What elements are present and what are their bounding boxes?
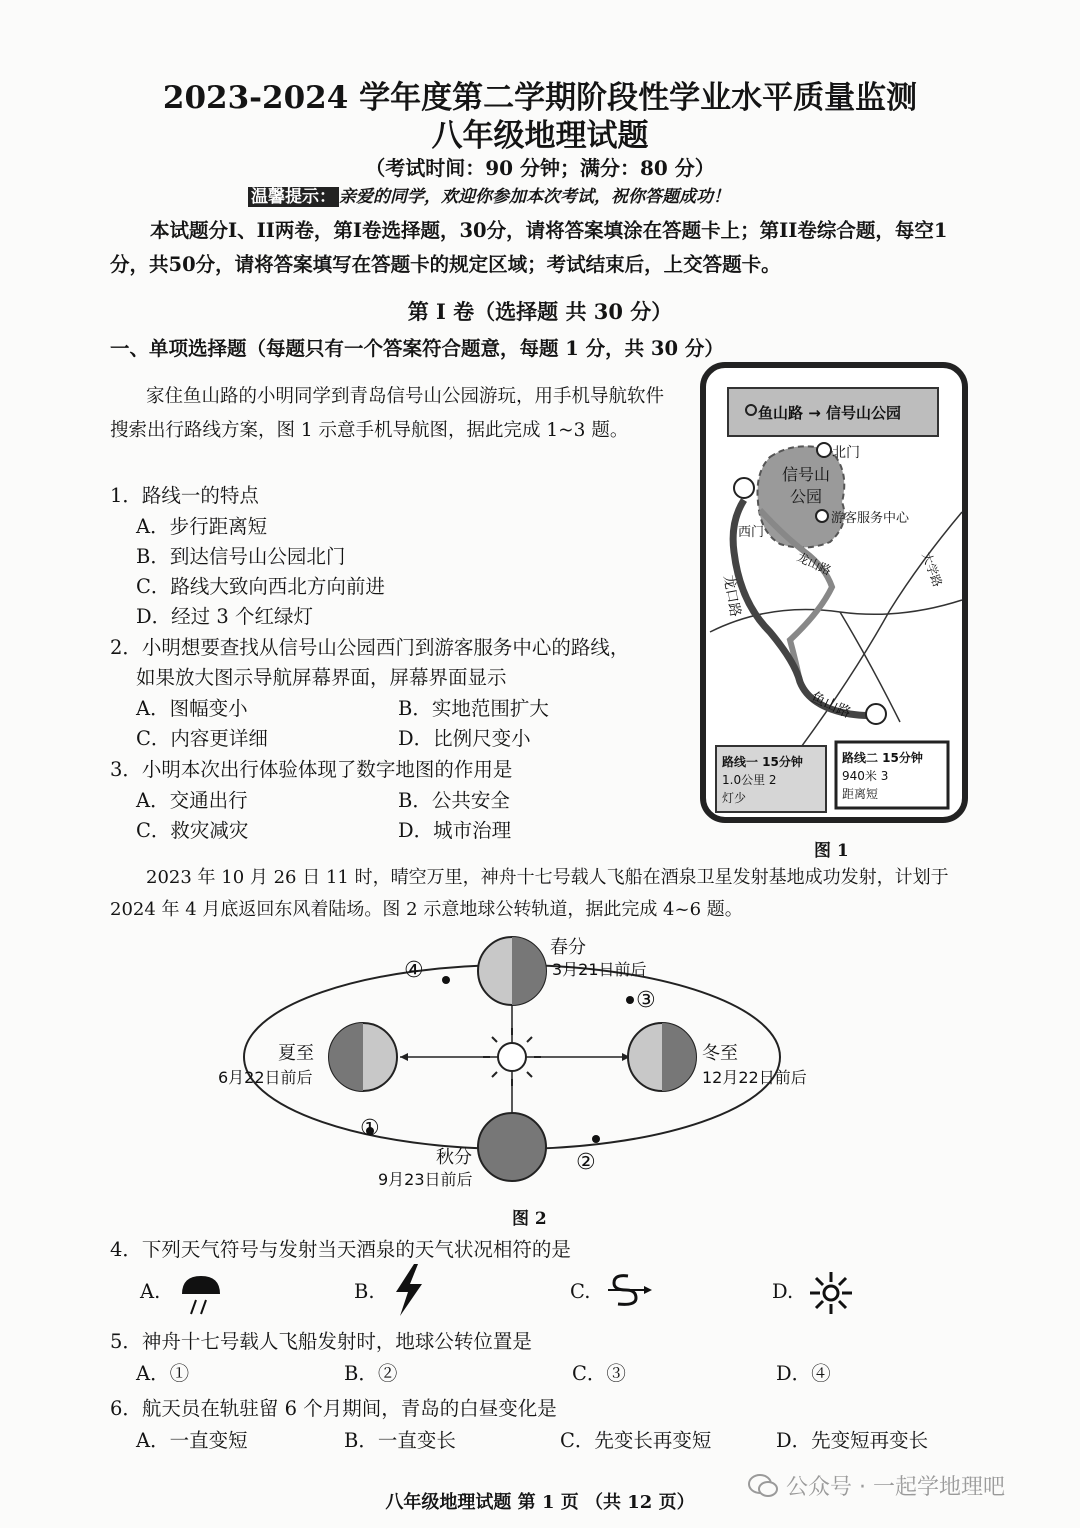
passage-1: 家住鱼山路的小明同学到青岛信号山公园游玩，用手机导航软件搜索出行路线方案，图 1 示意手机导航图，据此完成 1~3 题。	[110, 386, 665, 441]
earth-spring-equinox	[478, 937, 546, 1005]
longshan-road-label: 龙山路	[794, 550, 834, 578]
info-icon	[816, 510, 828, 522]
north-gate-label: 北门	[832, 445, 860, 461]
summer-date: 6月22日前后	[218, 1068, 313, 1087]
search-bar-text: 鱼山路 → 信号山公园	[758, 404, 902, 422]
question-2-line2: 如果放大图示导航屏幕界面，屏幕界面显示	[136, 666, 507, 689]
figure-2-caption: 图 2	[512, 1209, 547, 1229]
q1-option-b: B．到达信号山公园北门	[136, 545, 346, 568]
figure-1-caption: 图 1	[814, 841, 849, 861]
question-6: 6．航天员在轨驻留 6 个月期间，青岛的白昼变化是	[110, 1397, 557, 1420]
exam-notice: 本试题分I、II两卷，第I卷选择题，30分，请将答案填涂在答题卡上；第II卷综合题，每空1分，共50分，请将答案填写在答题卡的规定区域；考试结束后，上交答题卡。	[110, 219, 948, 276]
page-footer: 八年级地理试题 第 1 页 （共 12 页）	[385, 1492, 695, 1513]
q6-option-b: B．一直变长	[344, 1429, 456, 1452]
park-name-line1: 信号山	[782, 465, 831, 484]
watermark	[748, 1470, 1005, 1501]
q3-option-d: D．城市治理	[398, 819, 512, 842]
sunny-icon	[808, 1270, 854, 1316]
wechat-icon	[748, 1473, 778, 1499]
q2-option-c: C．内容更详细	[136, 727, 268, 750]
q2-option-a: A．图幅变小	[136, 697, 248, 720]
q6-option-d: D．先变短再变长	[776, 1429, 929, 1452]
earth-summer-solstice	[329, 1023, 397, 1091]
longkou-road-label: 龙口路	[720, 573, 744, 619]
q3-option-b: B．公共安全	[398, 789, 510, 812]
q1-option-c: C．路线大致向西北方向前进	[136, 575, 385, 598]
exam-title: 2023-2024 学年度第二学期阶段性学业水平质量监测	[162, 80, 918, 116]
spring-date: 3月21日前后	[552, 960, 647, 979]
q5-option-b: B．②	[344, 1362, 398, 1385]
lightning-icon	[388, 1262, 428, 1318]
q1-option-a: A．步行距离短	[136, 515, 268, 538]
route-two-note: 距离短	[842, 787, 879, 801]
question-5: 5．神舟十七号载人飞船发射时，地球公转位置是	[110, 1330, 532, 1353]
figure-1-phone-map	[700, 362, 970, 832]
position-dot-4	[442, 976, 450, 984]
q5-option-a: A．①	[136, 1362, 190, 1385]
exam-time-score: （考试时间：90 分钟；满分：80 分）	[365, 156, 715, 180]
west-gate-label: 西门	[738, 525, 765, 540]
autumn-date: 9月23日前后	[378, 1170, 473, 1189]
q5-option-d: D．④	[776, 1362, 831, 1385]
q2-option-b: B．实地范围扩大	[398, 697, 549, 720]
yushan-road-label: 鱼山路	[808, 689, 854, 722]
question-1: 1．路线一的特点	[110, 484, 259, 507]
q4-option-b: B.	[354, 1280, 375, 1303]
route-one-note: 灯少	[722, 791, 747, 805]
position-label-1: ①	[360, 1116, 380, 1141]
earth-autumn-equinox	[478, 1113, 546, 1181]
warm-tip-label: 温馨提示：	[248, 187, 339, 207]
destination-pin-icon	[866, 704, 886, 724]
q4-option-d: D.	[772, 1280, 794, 1303]
figure-2-orbit-diagram	[210, 925, 830, 1200]
section-title: 第 I 卷（选择题 共 30 分）	[407, 299, 673, 324]
q3-option-a: A．交通出行	[136, 789, 248, 812]
route-one-title: 路线一 15分钟	[722, 755, 803, 769]
north-gate-icon	[817, 443, 831, 457]
part-title: 一、单项选择题（每题只有一个答案符合题意，每题 1 分，共 30 分）	[110, 337, 724, 360]
winter-date: 12月22日前后	[702, 1068, 807, 1087]
spring-label: 春分	[550, 937, 586, 958]
position-label-3: ③	[636, 988, 656, 1013]
q4-option-a: A.	[140, 1280, 161, 1303]
sandstorm-icon	[604, 1268, 656, 1312]
question-2-line1: 2．小明想要查找从信号山公园西门到游客服务中心的路线，	[110, 636, 630, 659]
question-4: 4．下列天气符号与发射当天酒泉的天气状况相符的是	[110, 1238, 571, 1261]
q4-option-c: C.	[570, 1280, 591, 1303]
q6-option-a: A．一直变短	[136, 1429, 248, 1452]
position-dot-2	[592, 1135, 600, 1143]
winter-label: 冬至	[702, 1043, 738, 1064]
passage-2: 2023 年 10 月 26 日 11 时，晴空万里，神舟十七号载人飞船在酒泉卫星发射基地成功发射，计划于 2024 年 4 月底返回东风着陆场。图 2 示意地球公转轨道，据此完成 4~6 题。	[110, 867, 949, 920]
warm-tip	[248, 182, 730, 207]
position-label-4: ④	[404, 958, 424, 983]
visitor-center-label: 游客服务中心	[831, 511, 910, 526]
summer-label: 夏至	[278, 1043, 314, 1064]
q3-option-c: C．救灾减灾	[136, 819, 249, 842]
autumn-label: 秋分	[436, 1147, 472, 1168]
q2-option-d: D．比例尺变小	[398, 727, 531, 750]
earth-winter-solstice	[628, 1023, 696, 1091]
route-two-detail: 940米 3	[842, 769, 889, 783]
arrow-left-icon	[400, 1053, 408, 1061]
exam-subject: 八年级地理试题	[431, 118, 649, 154]
position-dot-3	[626, 996, 634, 1004]
position-label-2: ②	[576, 1150, 596, 1175]
park-name-line2: 公园	[790, 487, 823, 506]
warm-tip-text: 亲爱的同学，欢迎你参加本次考试，祝你答题成功！	[339, 187, 730, 207]
q5-option-c: C．③	[572, 1362, 626, 1385]
daxue-road-label: 大学路	[919, 550, 945, 589]
q6-option-c: C．先变长再变短	[560, 1429, 712, 1452]
route-two-title: 路线二 15分钟	[842, 751, 923, 765]
rain-cloud-icon	[176, 1270, 226, 1318]
q1-option-d: D．经过 3 个红绿灯	[136, 605, 313, 628]
route-one-detail: 1.0公里 2	[722, 773, 777, 787]
watermark-text: 公众号 · 一起学地理吧	[786, 1475, 1005, 1500]
start-pin-icon	[734, 478, 754, 498]
question-3: 3．小明本次出行体验体现了数字地图的作用是	[110, 758, 513, 781]
